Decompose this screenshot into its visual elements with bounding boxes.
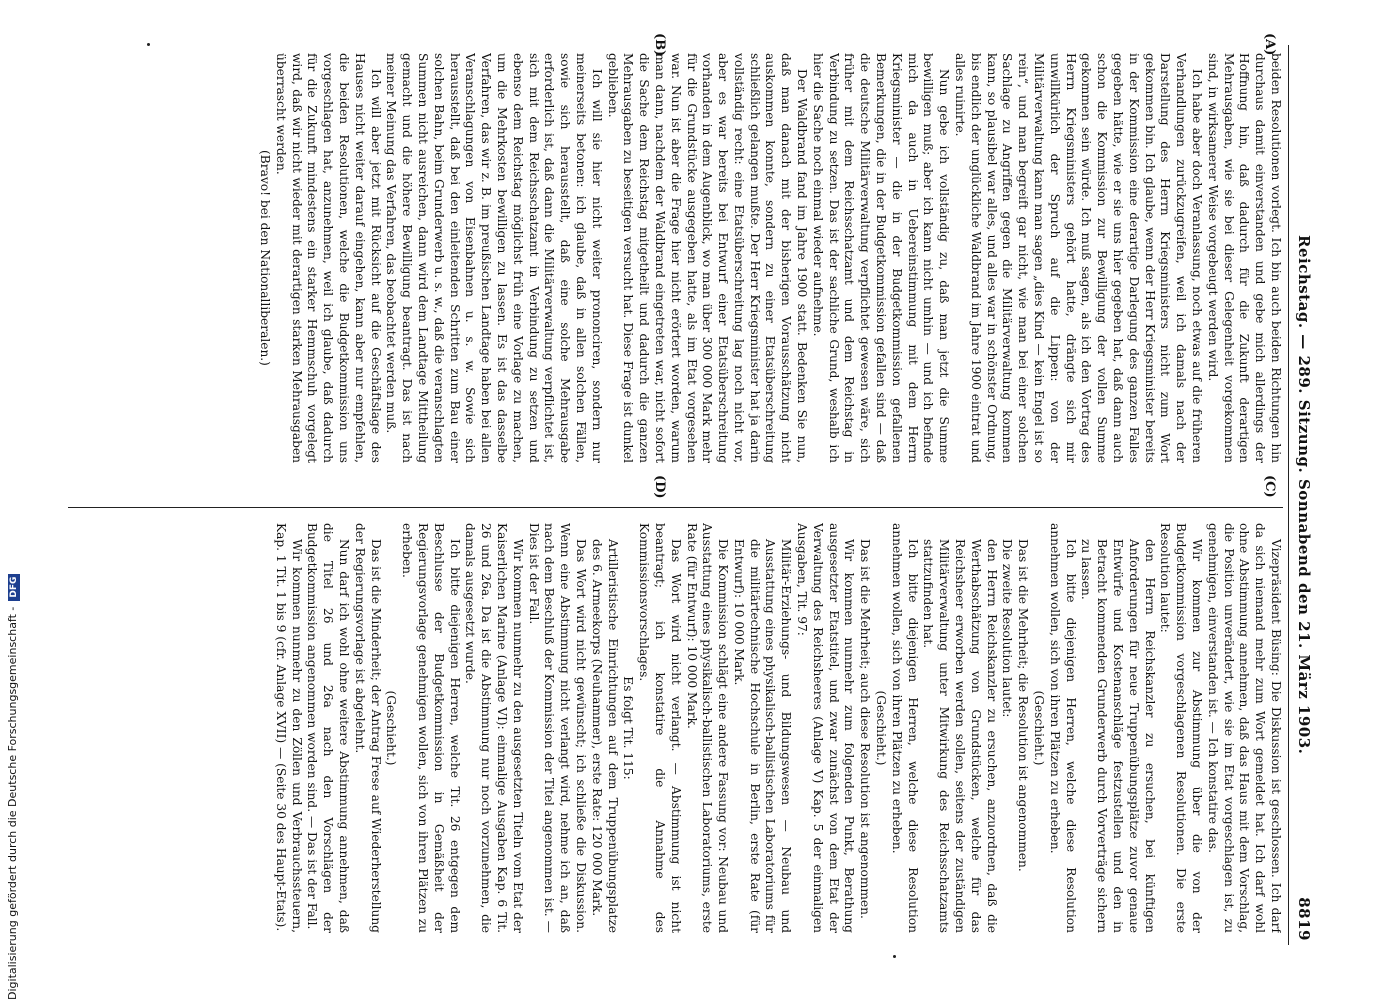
- column-divider: [68, 507, 1283, 508]
- right-paragraph: Das Wort wird nicht gewünscht; ich schließe die Diskussion. Wenn eine Abstimmung nicht verlangt wird, nehme ich an, daß nach dem Beschluß der Kommission der Titel angenommen ist. — Dies ist der Fall.: [526, 523, 588, 933]
- right-paragraph: (Geschieht.): [384, 690, 399, 766]
- right-paragraph: Nun darf ich wohl ohne weitere Abstimmung annehmen, daß die Titel 26 und 26a nach den Vorschlägen der Budgetkommission angenommen worden sind. — Das ist der Fall.: [305, 523, 351, 933]
- right-paragraph: Das Wort wird nicht verlangt. — Abstimmung ist nicht beantragt; ich konstatire die Annahme des Kommissionsvorschlages.: [637, 523, 683, 933]
- right-paragraph: Ich bitte diejenigen Herren, welche diese Resolution annehmen wollen, sich von ihren Plätzen zu erheben.: [889, 523, 920, 933]
- page-title: Reichstag. — 289. Sitzung. Sonnabend den 21. März 1903.: [1295, 235, 1313, 755]
- left-column: [68, 53, 1283, 463]
- left-paragraph: Nun gebe ich vollständig zu, daß man jetzt die Summe bewilligen muß; aber ich kann nicht umhin — und ich befinde mich da auch in Uebereinstimmung mit dem Herrn Kriegsminister — die in der Budgetkommission gefallenen Bemerkungen, die in der Budgetkommission gefallen sind — daß die deutsche Militärverwaltung verpflichtet gewesen wäre, sich früher mit dem Reichsschatzamt und dem Reichstag in Verbindung zu setzen. Das ist der sachliche Grund, weshalb ich hier die Sache noch einmal wieder aufnehme.: [810, 53, 952, 463]
- rotated-page: [62, 33, 1317, 945]
- right-paragraph: Ich bitte diejenigen Herren, welche diese Resolution annehmen wollen, sich von ihren Plätzen zu erheben.: [1047, 523, 1078, 933]
- digitization-credit-text: Digitalisierung gefördert durch die Deutsche Forschungsgemeinschaft -: [6, 606, 19, 1000]
- right-paragraph: (Geschieht.): [874, 690, 889, 766]
- margin-marker-d: (D): [652, 475, 667, 499]
- right-paragraph: Artilleristische Einrichtungen auf dem Truppenübungsplatze des 6. Armeekorps (Neuhammer), erste Rate: 120 000 Mark.: [589, 539, 620, 933]
- right-paragraph: Die Kommission schlägt eine andere Fassung vor: Neubau und Ausstattung eines physikalisch-ballistischen Laboratoriums, erste Rate (für Entwurf): 10 000 Mark.: [684, 523, 731, 933]
- right-paragraph: Die zweite Resolution lautet:: [1000, 539, 1015, 718]
- digitization-credit: [6, 0, 24, 1000]
- right-paragraph: Das ist die Mehrheit; die Resolution ist angenommen.: [1016, 539, 1031, 872]
- margin-marker-a: (A): [1262, 33, 1277, 56]
- left-paragraph: Ich habe aber doch Veranlassung, noch etwas auf die früheren Verhandlungen zurückzugreifen, weil ich damals nach der Darstellung des Herrn Kriegsministers nicht zum Wort gekommen bin. Ich glaube, wenn der Herr Kriegsminister bereits in der Kommission eine derartige Darlegung des ganzen Falles gegeben hätte, wie er sie uns hier gegeben hat, daß dann auch schon die Kommission zur Bewilligung der vollen Summe gekommen sein würde. Ich muß sagen, als ich den Vortrag des Herrn Kriegsministers gehört hatte, drängte sich mir unwillkürlich der Spruch auf die Lippen: von der Militärverwaltung kann man sagen „dies Kind — kein Engel ist so rein“, und man begreift gar nicht, wie man bei einer solchen Sachlage zu Angriffen gegen die Militärverwaltung kommen kann, so plausibel war alles, und alles war in schönster Ordnung, bis endlich der unglückliche Waldbrand im Jahre 1900 eintrat und alles ruinirte.: [953, 53, 1205, 463]
- right-paragraph: Wir kommen nunmehr zu den Zöllen und Verbrauchssteuern, Kap. 1 Tit. 1 bis 9 (cfr. Anlage XVII) — (Seite 30 des Haupt-Etats).: [273, 523, 304, 933]
- right-column: [68, 523, 1283, 933]
- margin-marker-b: (B): [652, 33, 667, 57]
- scan-speck: [147, 43, 150, 46]
- right-paragraph: Wir kommen nunmehr zu den ausgesetzten Titeln vom Etat der Kaiserlichen Marine (Anlage VI): einmalige Ausgaben Kap. 6 Tit. 26 und 26a. Da ist die Abstimmung nur noch vorzunehmen, die damals ausgesetzt wurde.: [463, 523, 525, 933]
- right-paragraph: Das ist die Minderheit; der Antrag Frese auf Wiederherstellung der Regierungsvorlage ist abgelehnt.: [352, 523, 383, 933]
- right-paragraph: Ich bitte diejenigen Herren, welche Tit. 26 entgegen dem Beschlusse der Budgetkommission in Gemäßheit der Regierungsvorlage genehmigen wollen, sich von ihren Plätzen zu erheben.: [400, 523, 462, 933]
- right-paragraph: Das ist die Mehrheit; auch diese Resolution ist angenommen.: [858, 539, 873, 919]
- left-paragraph: Ich will aber jetzt mit Rücksicht auf die Geschäftslage des Hauses nicht weiter darauf eingehen, kann aber nur empfehlen, die beiden Resolutionen, welche die Budgetkommission uns vorgeschlagen hat, anzunehmen, weil ich glaube, daß dadurch für die Zukunft mindestens ein starker Hemmschuh vorgelegt wird, daß wir nicht wieder mit derartigen starken Mehrausgaben überrascht werden.: [273, 53, 383, 463]
- right-paragraph: (Geschieht.): [1032, 690, 1047, 766]
- dfg-logo: DFG: [8, 574, 20, 601]
- left-paragraph: beiden Resolutionen vorlegt. Ich bin auch beiden Richtungen hin durchaus damit einverstanden und gebe mich allerdings der Hoffnung hin, daß dadurch für die Zukunft derartigen Mehrausgaben, wie sie bei dieser Gelegenheit vorgekommen sind, in wirksamerer Weise vorgebeugt werden wird.: [1205, 53, 1283, 463]
- right-paragraph: Wir kommen zur Abstimmung über die von der Budgetkommission vorgeschlagenen Resolutionen. Die erste Resolution lautet:: [1158, 523, 1205, 933]
- margin-marker-c: (C): [1262, 475, 1277, 498]
- page-header: [1288, 45, 1317, 945]
- page-number: 8819: [1295, 897, 1313, 941]
- right-paragraph: Es folgt Tit. 115:: [621, 676, 636, 780]
- right-paragraph: Militär-Erziehungs- und Bildungswesen — Neubau und Ausstattung eines physikalisch-ballistischen Laboratoriums für die militärtechnische Hochschule in Berlin, erste Rate (für Entwurf): 10 000 Mark.: [731, 539, 794, 933]
- left-paragraph: (Bravo! bei den Nationalliberalen.): [258, 150, 272, 366]
- left-paragraph: Der Waldbrand fand im Jahre 1900 statt. Bedenken Sie nun, daß man danach mit der bisherigen Vorausschätzung nicht auskommen konnte, sondern zu einer Etatsüberschreitung schließlich gelangen mußte. Der Herr Kriegsminister hat ja darin vollständig recht: eine Etatsüberschreitung lag noch nicht vor, aber es war bereits bei Entwurf einer Etatsüberschreitung vorhanden in dem Augenblick, wo man über 300 000 Mark mehr für die Grundstücke ausgegeben hatte, als im Etat vorgesehen war. Nun ist aber die Frage hier nicht erörtert worden, warum man dann, nachdem der Waldbrand eingetreten war, nicht sofort die Sache dem Reichstag mitgetheilt und dadurch die ganzen Mehrausgaben zu beseitigen versucht hat. Diese Frage ist dunkel geblieben.: [605, 53, 810, 463]
- right-paragraph: den Herrn Reichskanzler zu ersuchen, anzuordnen, daß die Werthabschätzung von Grundstücken, welche für das Reichsheer erworben werden sollen, seitens der zuständigen Militärverwaltung unter Mitwirkung des Reichsschatzamts stattzufinden hat.: [921, 539, 999, 933]
- right-paragraph: Wir kommen nunmehr zum folgenden Punkt, Berathung ausgesetzter Etatstitel, und zwar zunächst von dem Etat der Verwaltung des Reichsheeres (Anlage V) Kap. 5 der einmaligen Ausgaben, Tit. 97:: [795, 523, 857, 933]
- right-paragraph: den Herrn Reichskanzler zu ersuchen, bei künftigen Anforderungen für neue Truppenübungsplätze zuvor genaue Entwürfe und Kostenanschläge festzustellen und den in Betracht kommenden Grunderwerb durch Vorverträge sichern zu lassen.: [1079, 539, 1157, 933]
- scan-speck: [893, 955, 896, 958]
- right-paragraph: Vizepräsident Büsing: Die Diskussion ist geschlossen. Ich darf da sich niemand mehr zum Wort gemeldet hat. Ich darf wohl ohne Abstimmung annehmen, daß das Haus mit dem Vorschlag, die Position unverändert, wie sie im Etat vorgeschlagen ist, zu genehmigen, einverstanden ist. — Ich konstatire das.: [1205, 523, 1283, 933]
- left-paragraph: Ich will sie hier nicht weiter prononciren, sondern nur meinerseits betonen: ich glaube, daß in allen solchen Fällen, sowie sich herausstellt, daß eine solche Mehrausgabe erforderlich ist, daß dann die Militärverwaltung verpflichtet ist, sich mit dem Reichsschatzamt in Verbindung zu setzen und ebenso dem Reichstag möglichst früh eine Vorlage zu machen, um die Mehrkosten bewilligen zu lassen. Es ist das dasselbe Verfahren, das wir z. B. im preußischen Landtage haben bei allen Veranschlagungen von Eisenbahnen u. s. w. Sowie sich herausstellt, daß bei den einleitenden Schritten zum Bau einer solchen Bahn, beim Grunderwerb u. s. w., daß die veranschlagten Summen nicht ausreichen, dann wird dem Landtage Mittheilung gemacht und die höhere Bewilligung beantragt. Das ist nach meiner Meinung das Verfahren, das beobachtet werden muß.: [384, 53, 604, 463]
